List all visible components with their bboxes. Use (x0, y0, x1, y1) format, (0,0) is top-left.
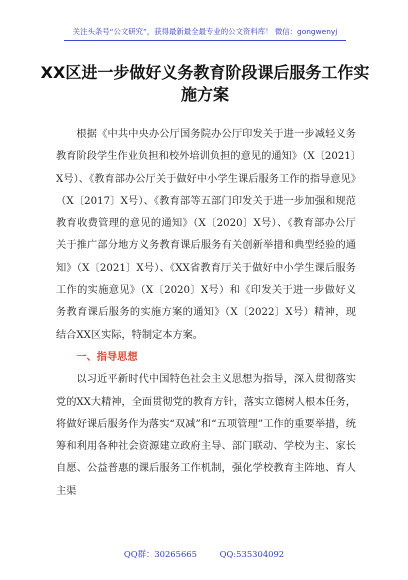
intro-paragraph: 根据《中共中央办公厅国务院办公厅印发关于进一步减轻义务教育阶段学生作业负担和校外培训负担的意见的通知》（X〔2021〕X号）、《教育部办公厅关于做好中小学生课后服务工作的指导意见》（X〔2017〕X号）、《教育部等五部门印发关于进一步加强和规范教育收费管理的意见的通知》（X〔2020〕X号）、《教育部办公厅关于推广部分地方义务教育课后服务有关创新举措和典型经验的通知》（X〔2021〕X号）、《XX省教育厅关于做好中小学生课后服务工作的实施意见》（X〔2020〕X号）和《印发关于进一步做好义务教育课后服务的实施方案的通知》（X〔2022〕X号）精神，现结合XX区实际，特制定本方案。 (56, 129, 356, 341)
document-title: XX区进一步做好义务教育阶段课后服务工作实施方案 (40, 63, 370, 104)
header-banner: 关注头条号“公文研究”，获得最新最全最专业的公文资料库！ 微信：gongwenyj (64, 26, 346, 41)
document-body (56, 124, 356, 503)
section-heading-guiding-ideology: 一、指导思想 (76, 351, 138, 363)
footer-qq: QQ:535304092 (219, 549, 285, 559)
footer-contact (0, 548, 408, 560)
footer-qq-group: QQ群：30265665 (123, 549, 197, 559)
guiding-ideology-paragraph: 以习近平新时代中国特色社会主义思想为指导，深入贯彻落实党的XX大精神，全面贯彻党的教育方针，落实立德树人根本任务，将做好课后服务作为落实“双减”和“五项管理”工作的重要举措，统筹和利用各种社会资源建立政府主导、部门联动、学校为主、家长自愿、公益普惠的课后服务工作机制，强化学校教育主阵地、育人主渠 (56, 374, 356, 497)
